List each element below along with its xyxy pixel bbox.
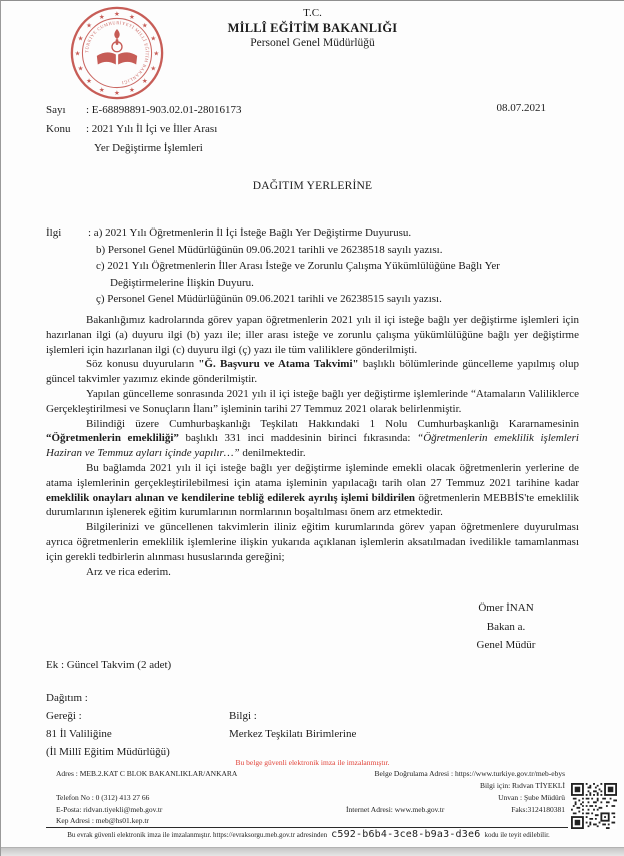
closing-line: Arz ve rica ederim. [86, 565, 171, 578]
document-date: 08.07.2021 [496, 102, 546, 114]
esign-notice: Bu belge güvenli elektronik imza ile imzalanmıştır. [235, 758, 390, 767]
recipient-line: DAĞITIM YERLERİNE [252, 180, 373, 192]
footer-contact-person: Bilgi için: Rıdvan TİYEKLİ [479, 781, 565, 790]
ilgi-label: İlgi [46, 227, 62, 239]
svg-text:★: ★ [77, 35, 84, 43]
p2-post: başlıklı bölümlerinde güncelleme yapılmış olup güncel takvimler yazımız ekinde gönderilmiştir. [46, 358, 579, 386]
p4-mid: başlıklı 331 inci maddesinin birinci fıkrasında: [178, 432, 418, 445]
p4-italic: “Öğretmenlerin emeklilik işlemleri Haziran ve Temmuz ayları içinde yapılır…” [46, 432, 579, 460]
svg-text:★: ★ [141, 78, 148, 86]
body-paragraph-1 [46, 313, 579, 357]
svg-text:★: ★ [74, 50, 81, 58]
svg-text:★: ★ [98, 86, 105, 94]
verify-code: c592-b6b4-3ce8-b9a3-d3e6 [331, 829, 481, 840]
svg-text:★: ★ [113, 89, 121, 97]
footer-address: Adres : MEB.2.KAT C BLOK BAKANLIKLAR/ANKARA [56, 769, 238, 778]
sayi-value: : E-68898891-903.02.01-28016173 [86, 104, 242, 116]
p3-text: Yapılan güncelleme sonrasında 2021 yılı il içi isteğe bağlı yer değiştirme işlemlerinde “Atamaların Valiliklerce Gerçekleştirilmesi ve Sonuçların İlanı” işleminin tarihi 27 Temmuz 2021 olarak belirlenmiştir. [46, 387, 579, 415]
svg-text:★: ★ [153, 50, 160, 58]
konu-value-line1: : 2021 Yılı İl İçi ve İller Arası [86, 123, 218, 135]
ilgi-item-a: : a) 2021 Yılı Öğretmenlerin İl İçi İsteğe Bağlı Yer Değiştirme Duyurusu. [88, 227, 412, 239]
ilgi-item-cc: ç) Personel Genel Müdürlüğünün 09.06.2021 tarihli ve 26238515 sayılı yazısı. [96, 293, 442, 305]
footer-email: E-Posta: ridvan.tiyekli@meb.gov.tr [56, 805, 163, 814]
p4-post: denilmektedir. [239, 447, 306, 460]
konu-label: Konu [46, 123, 71, 135]
svg-text:★: ★ [129, 86, 136, 94]
sayi-label: Sayı [46, 104, 66, 116]
verify-pre: Bu evrak güvenli elektronik imza ile imzalanmıştır. https://evraksorgu.meb.gov.tr adresinden [67, 830, 328, 839]
svg-text:★: ★ [129, 13, 136, 21]
footer-verification-address: Belge Doğrulama Adresi : https://www.turkiye.gov.tr/meb-ebys [374, 769, 565, 778]
body-paragraph-3 [46, 387, 579, 417]
distribution-block [46, 689, 506, 761]
letterhead-tc: T.C. [303, 7, 322, 19]
footer-kep-address: Kep Adresi : meb@hs01.kep.tr [56, 816, 149, 825]
p2-pre: Söz konusu duyuruların [86, 358, 199, 371]
letterhead [1, 6, 624, 51]
document-meta [46, 101, 242, 158]
signer-title-2: Genel Müdür [476, 639, 536, 651]
verify-post: kodu ile teyit edilebilir. [484, 830, 550, 839]
bilgi-label: Bilgi : [229, 710, 257, 722]
body-paragraph-2 [46, 357, 579, 387]
footer-fax: Faks:3124180381 [511, 805, 565, 814]
svg-text:★: ★ [113, 11, 121, 19]
letterhead-ministry: MİLLÎ EĞİTİM BAKANLIĞI [227, 21, 398, 35]
konu-value-line2: Yer Değiştirme İşlemleri [94, 142, 203, 154]
svg-text:★: ★ [98, 13, 105, 21]
konu-row [46, 120, 242, 139]
ilgi-item-b: b) Personel Genel Müdürlüğünün 09.06.2021 tarihli ve 26238518 sayılı yazısı. [96, 243, 443, 256]
body-paragraph-4 [46, 417, 579, 461]
svg-text:★: ★ [150, 65, 157, 73]
letter-body [46, 313, 579, 579]
svg-text:★: ★ [86, 22, 93, 30]
signature-block [426, 599, 586, 655]
signer-name: Ömer İNAN [478, 602, 534, 614]
sayi-row [46, 101, 242, 120]
ilgi-item-c: c) 2021 Yılı Öğretmenlerin İller Arası İsteğe ve Zorunlu Çalışma Yükümlülüğüne Bağlı Yer Değiştirmelerine İlişkin Duyuru. [96, 260, 500, 289]
body-paragraph-5 [46, 461, 579, 520]
qr-code-icon [571, 783, 617, 829]
footer-phone: Telefon No : 0 (312) 413 27 66 [56, 793, 150, 802]
p2-bold: "Ğ. Başvuru ve Atama Takvimi" [198, 358, 359, 371]
svg-text:★: ★ [86, 78, 93, 86]
p5-pre: Bu bağlamda 2021 yılı il içi isteğe bağlı yer değiştirme işleminde emekli olacak öğretmenlerin yerlerine de atama işlemlerinin gerçekleştirilebilmesi için atama işleminin yapılacağı tarih olan 27 Temmuz 2021 tarihine kadar [46, 461, 579, 489]
geregi-label: Gereği : [46, 710, 82, 722]
window-bottom-edge [1, 847, 624, 856]
geregi-recipient: 81 İl Valiliğine [46, 728, 112, 740]
ilgi-block [46, 225, 568, 308]
footer-divider [46, 827, 568, 828]
footer-contact-title: Unvan : Şube Müdürü [498, 793, 565, 802]
body-paragraph-6 [46, 520, 579, 564]
p5-post: öğretmenlerin MEBBİS'te emeklilik durumlarının işlenerek eğitim kurumlarının normlarının boşaltılması önem arz etmektedir. [46, 491, 580, 519]
p4-pre: Bilindiği üzere Cumhurbaşkanlığı Teşkilatı Hakkındaki 1 Nolu Cumhurbaşkanlığı Kararnamesinin [86, 417, 579, 430]
attachment-line: Ek : Güncel Takvim (2 adet) [46, 659, 172, 671]
p6-text: Bilgilerinizi ve güncellenen takvimlerin iliniz eğitim kurumlarında görev yapan öğretmenlere duyurulması ayrıca öğretmenlerin emeklilik işlemlerine ilişkin yukarıda açıklanan işlemlerin aksatılmadan ivedilikle tamamlanması için gerekli tedbirlerin alınması hususlarında gereğini; [46, 521, 579, 563]
letterhead-unit: Personel Genel Müdürlüğü [250, 37, 375, 49]
footer-website: İnternet Adresi: www.meb.gov.tr [346, 805, 445, 814]
bilgi-recipient: Merkez Teşkilatı Birimlerine [229, 728, 357, 740]
svg-text:★: ★ [150, 35, 157, 43]
distribution-grid [46, 707, 506, 761]
p5-bold: emeklilik onayları alınan ve kendilerine tebliğ edilerek ayrılış işlemi bildirilen [46, 491, 416, 504]
p1-text: Bakanlığımız kadrolarında görev yapan öğretmenlerin 2021 yılı il içi isteğe bağlı yer değiştirme işlemleri için hazırlanan ilgi (a) duyuru ilgi (b) yazı ile; iller arası isteğe ve zorunlu çalışma yükümlülüğüne bağlı yer değiştirme işlemleri için hazırlanan ilgi (c) duyuru ilgi (ç) yazı ile tüm valiliklere gönderilmişti. [46, 314, 579, 356]
geregi-recipient-note: (İl Millî Eğitim Müdürlüğü) [46, 746, 170, 758]
p4-bold: “Öğretmenlerin emekliliği” [46, 432, 179, 445]
svg-text:★: ★ [141, 22, 148, 30]
svg-text:★: ★ [77, 65, 84, 73]
seal-circular-text: TÜRKİYE CUMHURİYETİ MİLLÎ EĞİTİM BAKANLIĞI [84, 20, 150, 86]
distribution-title: Dağıtım : [46, 692, 88, 704]
signer-title-1: Bakan a. [486, 620, 526, 633]
ilgi-items [88, 225, 568, 308]
verification-line [46, 829, 571, 840]
